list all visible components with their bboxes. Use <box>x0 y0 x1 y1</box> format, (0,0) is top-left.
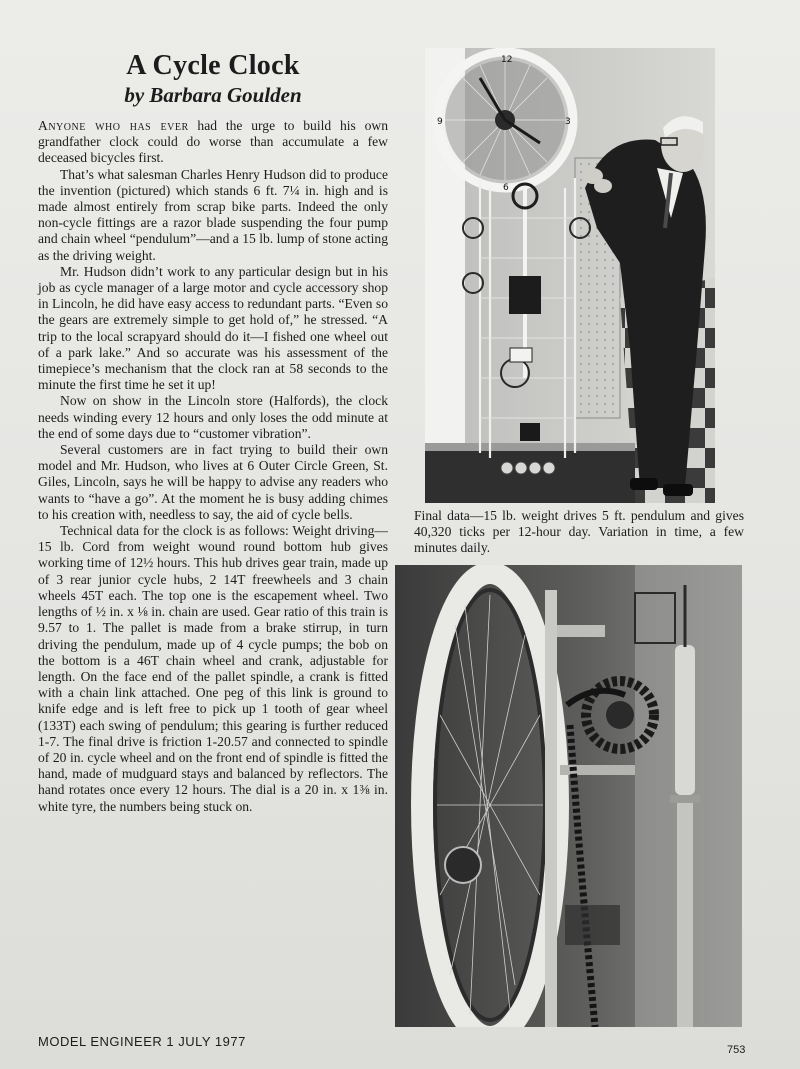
article-paragraph-2: That’s what salesman Charles Henry Hudson did to produce the invention (pictured) which stands 6 ft. 7¼ in. high and is made almost entirely from scrap bike parts. Indeed the only non-cycle fittings are a razor blade suspending the four pump and chain wheel “pendulum”—and a 15 lb. lump of stone acting as the driving weight. <box>38 166 388 263</box>
lead-in-caps: Anyone who has ever <box>38 118 189 133</box>
clock-numeral-3: 3 <box>565 117 571 127</box>
clock-photo <box>425 48 715 503</box>
article-column <box>38 50 388 815</box>
magazine-footer: MODEL ENGINEER 1 JULY 1977 <box>38 1034 246 1049</box>
article-paragraph-3: Mr. Hudson didn’t work to any particular design but in his job as cycle manager of a large motor and cycle accessory shop in Lincoln, he did have easy access to redundant parts. “Even so the gears are extremely simple to get hold of,” he stressed. “A trip to the local scrapyard should do it—I fished one wheel out of a park lake.” And so accurate was his assessment of the timepiece’s mechanism that the clock ran at 58 seconds to the minute the first time he set it up! <box>38 263 388 393</box>
paragraph-1-text: had the urge to build his own grandfather clock could do worse than accumulate a few deceased bicycles first. <box>38 118 388 166</box>
article-paragraph-6: Technical data for the clock is as follows: Weight driving—15 lb. Cord from weight wound round bottom hub gives working time of 12½ hours. This hub drives gear train, made up of 3 rear junior cycle hubs, 2 14T freewheels and 3 chain wheels 45T each. The top one is the escapement wheel. Two lengths of ½ in. x ⅛ in. chain are used. Gear ratio of this train is 9.57 to 1. The pallet is made from a brake stirrup, in turn driving the pendulum, made up of 4 cycle pumps; the bob on the bottom is a 46T chain wheel and crank, adjustable for length. On the face end of the pallet spindle, a crank is fitted with a chain link attached. One peg of this link is ground to knife edge and is left free to pick up 1 tooth of gear wheel (133T) each swing of pendulum; this gearing is further reduced 1-7. The final drive is friction 1-20.57 and connected to spindle of 20 in. cycle wheel and on the front end of spindle is fitted the hand, made of mudguard stays and balanced by reflectors. The hand rotates once every 12 hours. The dial is a 20 in. x 1⅜ in. white tyre, the numbers being stuck on. <box>38 523 388 814</box>
article-title: A Cycle Clock <box>126 50 300 81</box>
photo-caption: Final data—15 lb. weight drives 5 ft. pendulum and gives 40,320 ticks per 12-hour day. Variation in time, a few minutes daily. <box>414 508 744 556</box>
clock-numeral-9: 9 <box>437 117 443 127</box>
mechanism-closeup-photo <box>395 565 742 1027</box>
article-paragraph-1 <box>38 118 388 167</box>
article-body <box>38 118 388 815</box>
page-number: 753 <box>727 1044 746 1056</box>
article-paragraph-5: Several customers are in fact trying to build their own model and Mr. Hudson, who lives at 6 Outer Circle Green, St. Giles, Lincoln, says he will be happy to advise any readers who wants to “have a go”. At the moment he is busy adding chimes to his creation with, needless to say, the aid of cycle bells. <box>38 442 388 522</box>
article-paragraph-4: Now on show in the Lincoln store (Halfords), the clock needs winding every 12 hours and only loses the odd minute at the end of some days due to “customer vibration”. <box>38 393 388 441</box>
clock-numeral-6: 6 <box>503 183 509 193</box>
article-byline: by Barbara Goulden <box>124 83 302 107</box>
clock-numeral-12: 12 <box>501 55 513 65</box>
